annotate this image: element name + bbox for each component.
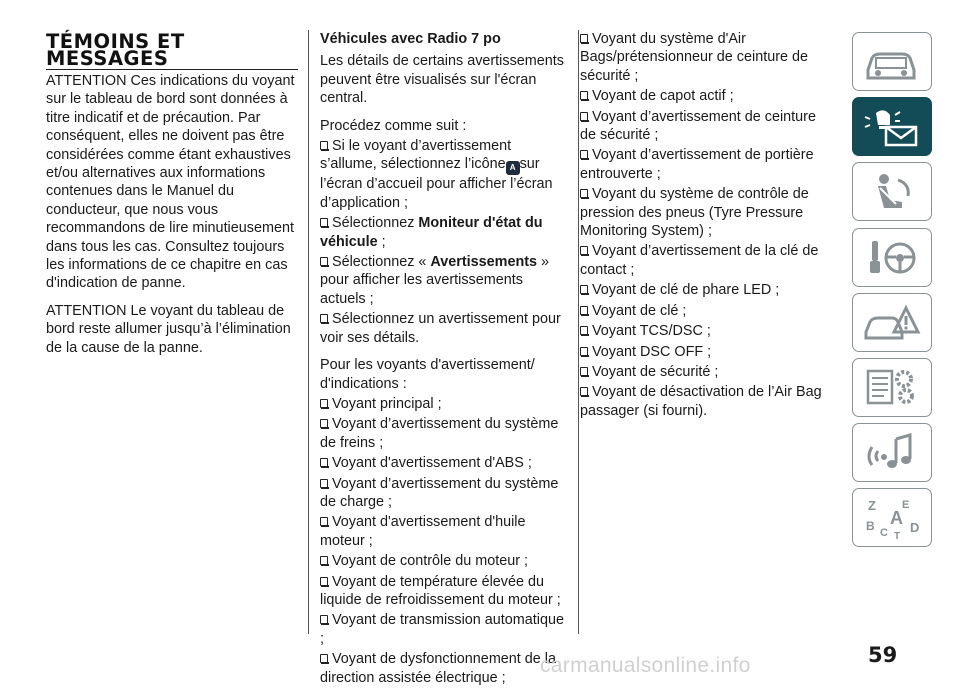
bullet-icon	[320, 517, 329, 527]
list-item-text: Voyant de capot actif ;	[592, 88, 734, 105]
index-letter: Z	[868, 497, 876, 513]
step-3-suffix: » pour afficher les avertissements actuels ;	[320, 254, 550, 307]
list-item-text: Voyant de désactivation de l’Air Bag passager (si fourni).	[580, 384, 822, 419]
attention-paragraph-2: ATTENTION Le voyant du tableau de bord reste allumer jusqu’à l’élimination de la cause de la panne.	[46, 302, 291, 356]
index-letter: D	[910, 519, 920, 535]
airbag-seat-icon	[862, 170, 922, 214]
list-item-text: Voyant du système de contrôle de pression des pneus (Tyre Pressure Monitoring System) ;	[580, 186, 809, 240]
list-item-text: Voyant de clé de phare LED ;	[592, 282, 780, 299]
step-3-prefix: Sélectionnez «	[332, 254, 431, 271]
tab-index[interactable]	[852, 488, 932, 547]
step-1-text-before: Si le voyant d’avertissement s’allume, sélectionnez l’icône	[320, 138, 512, 173]
list-item	[580, 383, 830, 420]
multimedia-icon	[862, 431, 922, 475]
chapter-tabs	[852, 32, 932, 554]
list-item-text: Voyant d’avertissement du système de charge ;	[320, 475, 559, 510]
index-letter: C	[880, 526, 888, 539]
bullet-icon	[320, 654, 329, 664]
apps-car-icon: A	[506, 161, 520, 175]
list-item-text: Voyant TCS/DSC ;	[592, 323, 711, 340]
list-item	[580, 322, 830, 340]
car-breakdown-icon	[862, 300, 922, 344]
key-steering-wheel-icon	[862, 235, 922, 279]
procedure-intro: Procédez comme suit :	[320, 117, 467, 134]
column-3	[580, 30, 830, 422]
list-item-text: Voyant DSC OFF ;	[592, 343, 712, 360]
tab-key-steering[interactable]	[852, 228, 932, 287]
tab-breakdown[interactable]	[852, 293, 932, 352]
list-item-text: Voyant d’avertissement de portière entrouverte ;	[580, 147, 814, 182]
list-item	[320, 650, 565, 687]
list-intro: Pour les voyants d'avertissement/ d'indications :	[320, 357, 535, 392]
list-item	[320, 611, 565, 648]
list-item	[580, 302, 830, 320]
bullet-icon	[320, 556, 329, 566]
bullet-icon	[580, 150, 589, 160]
bullet-icon	[320, 141, 329, 151]
column-2	[320, 30, 565, 689]
list-item	[320, 573, 565, 610]
index-letter: E	[902, 498, 910, 511]
procedure-step-1	[320, 137, 565, 212]
list-item	[580, 281, 830, 299]
step-3-bold: Avertissements	[430, 254, 538, 271]
bullet-icon	[320, 577, 329, 587]
list-item	[580, 87, 830, 105]
list-item-text: Voyant de dysfonctionnement de la direction assistée électrique ;	[320, 651, 557, 686]
bullet-icon	[580, 306, 589, 316]
bullet-icon	[320, 419, 329, 429]
bullet-icon	[320, 615, 329, 625]
list-item-text: Voyant de sécurité ;	[592, 363, 719, 380]
page-number: 59	[868, 643, 898, 667]
tab-multimedia[interactable]	[852, 423, 932, 482]
list-item	[580, 146, 830, 183]
bullet-icon	[580, 326, 589, 336]
bullet-icon	[320, 314, 329, 324]
bullet-icon	[580, 34, 589, 44]
tab-warning-lights[interactable]	[852, 97, 932, 156]
watermark: carmanualsonline.info	[540, 654, 751, 677]
list-item-text: Voyant d’avertissement de ceinture de sécurité ;	[580, 108, 816, 144]
list-item-text: Voyant d'avertissement d'huile moteur ;	[320, 514, 526, 549]
bullet-icon	[580, 189, 589, 199]
bullet-icon	[580, 112, 589, 122]
bullet-icon	[580, 246, 589, 256]
procedure-step-4	[320, 310, 565, 347]
bullet-icon	[580, 387, 589, 397]
warning-lights-icon	[862, 105, 922, 149]
procedure-step-3	[320, 253, 565, 308]
bullet-icon	[320, 458, 329, 468]
list-item-text: Voyant de température élevée du liquide de refroidissement du moteur ;	[320, 573, 561, 608]
tab-maintenance[interactable]	[852, 358, 932, 417]
bullet-icon	[580, 347, 589, 357]
tab-airbag-seat[interactable]	[852, 162, 932, 221]
index-letters-icon	[862, 496, 922, 540]
list-item	[320, 513, 565, 550]
list-item	[320, 454, 565, 472]
column-divider-2	[578, 30, 579, 634]
list-item	[320, 395, 565, 413]
column-divider-1	[308, 30, 309, 634]
list-item	[320, 475, 565, 512]
list-item-text: Voyant de clé ;	[592, 302, 687, 319]
step-2-prefix: Sélectionnez	[332, 215, 419, 232]
list-item	[320, 415, 565, 452]
list-item	[580, 343, 830, 361]
bullet-icon	[320, 257, 329, 267]
bullet-icon	[580, 367, 589, 377]
step-2-bold: Moniteur d'état du véhicule	[320, 215, 543, 250]
car-icon	[862, 40, 922, 84]
list-item-text: Voyant principal ;	[332, 395, 442, 412]
procedure-step-2	[320, 214, 565, 251]
list-item-text: Voyant d’avertissement de la clé de contact ;	[580, 243, 819, 278]
tab-car[interactable]	[852, 32, 932, 91]
column-1	[46, 72, 298, 366]
page-title: TÉMOINS ET MESSAGES	[46, 30, 185, 70]
list-item-text: Voyant d’avertissement du système de freins ;	[320, 416, 559, 451]
index-letter: B	[866, 518, 875, 533]
list-item-text: Voyant d'avertissement d'ABS ;	[332, 455, 532, 472]
list-item	[580, 30, 830, 85]
bullet-icon	[580, 91, 589, 101]
list-item	[580, 242, 830, 279]
list-item-text: Voyant de contrôle du moteur ;	[332, 553, 528, 570]
bullet-icon	[320, 479, 329, 489]
maintenance-gears-icon	[862, 365, 922, 409]
step-1-text-after: sur l’écran d’accueil pour afficher l’écran d’application ;	[320, 156, 553, 211]
bullet-icon	[320, 399, 329, 409]
list-item-text: Voyant de transmission automatique ;	[320, 612, 564, 647]
attention-paragraph-1: ATTENTION Ces indications du voyant sur le tableau de bord sont données à titre indicatif et de précaution. Par conséquent, elles ne doivent pas être considérées comme étant exhaustives et/ou alternatives aux informations contenues dans le Manuel du conducteur, que nous vous recommandons de lire minutieusement dans tous les cas. Consultez toujours les informations de ce chapitre en cas d'indication de panne.	[46, 73, 295, 292]
intro-paragraph: Les détails de certains avertissements peuvent être visualisés sur l'écran central.	[320, 53, 564, 107]
list-item	[320, 552, 565, 570]
index-letter: T	[894, 530, 901, 540]
section-heading: Véhicules avec Radio 7 po	[320, 31, 501, 47]
step-2-suffix: ;	[377, 233, 386, 250]
index-letter: A	[890, 507, 903, 528]
title-rule	[46, 69, 298, 70]
bullet-icon	[580, 285, 589, 295]
bullet-icon	[320, 218, 329, 228]
list-item	[580, 185, 830, 240]
list-item	[580, 108, 830, 145]
list-item	[580, 363, 830, 381]
step-4-text: Sélectionnez un avertissement pour voir ses détails.	[320, 311, 561, 346]
list-item-text: Voyant du système d'Air Bags/prétensionneur de ceinture de sécurité ;	[580, 31, 809, 84]
